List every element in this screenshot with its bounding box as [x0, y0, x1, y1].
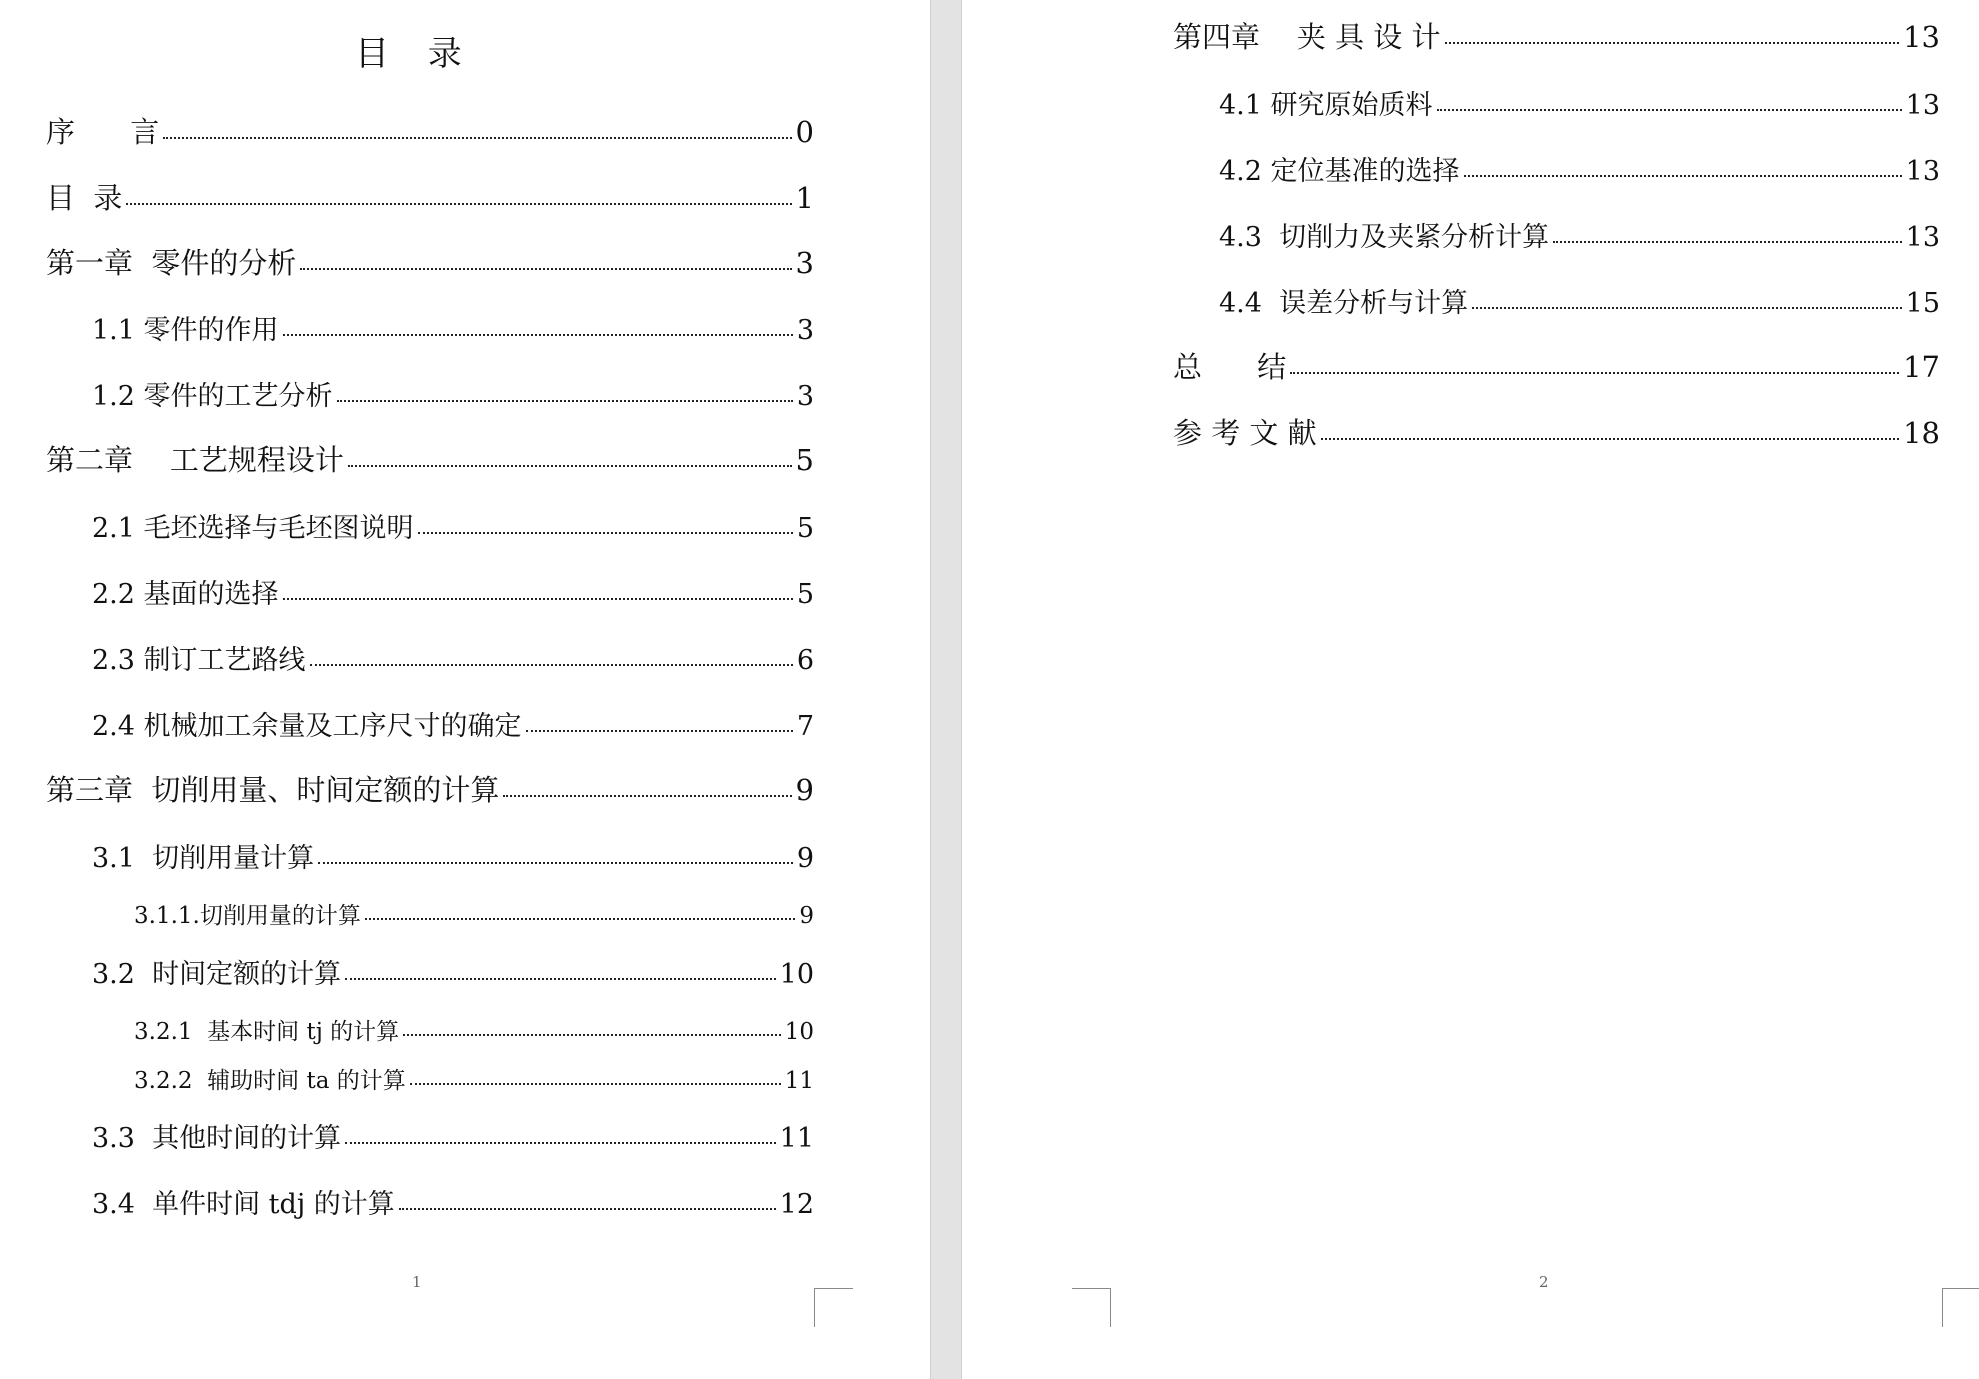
toc-entry-label: 4.1 研究原始质料 — [1219, 90, 1433, 121]
toc-entry-page: 11 — [784, 1068, 814, 1094]
toc-entry-page: 0 — [795, 115, 814, 149]
toc-leader — [300, 268, 791, 270]
toc-entry-page: 13 — [1903, 20, 1940, 54]
toc-leader — [1445, 42, 1900, 44]
toc-entry[interactable] — [1173, 345, 1940, 386]
toc-entry-label: 3.1 切削用量计算 — [92, 843, 315, 874]
crop-mark — [1072, 0, 1110, 2]
toc-entry[interactable] — [46, 176, 814, 217]
crop-mark — [1072, 1288, 1111, 1327]
toc-title: 目 录 — [355, 34, 476, 74]
toc-entry-label: 序 言 — [46, 115, 160, 149]
page-number-footer: 1 — [412, 1273, 422, 1291]
document-page-2 — [962, 0, 1979, 1379]
toc-leader — [399, 1208, 776, 1210]
toc-entry-label: 1.1 零件的作用 — [92, 315, 279, 346]
toc-entry-page: 5 — [795, 443, 814, 477]
toc-leader — [1321, 438, 1899, 440]
toc-leader — [403, 1034, 781, 1036]
toc-entry[interactable] — [1173, 411, 1940, 452]
toc-entry[interactable] — [92, 704, 814, 743]
toc-leader — [318, 862, 793, 864]
toc-leader — [283, 598, 793, 600]
toc-entry-label: 目 录 — [46, 181, 123, 215]
toc-entry[interactable] — [92, 638, 814, 677]
toc-entry-page: 3 — [796, 381, 814, 412]
toc-entry-label: 第一章 零件的分析 — [46, 246, 297, 280]
toc-entry[interactable] — [92, 572, 814, 611]
toc-entry-label: 4.3 切削力及夹紧分析计算 — [1219, 222, 1550, 253]
page-edge — [930, 0, 931, 1379]
toc-entry[interactable] — [46, 110, 814, 151]
toc-entry-page: 5 — [796, 579, 814, 610]
toc-entry[interactable] — [92, 308, 814, 347]
toc-leader — [365, 918, 796, 920]
toc-entry[interactable] — [46, 438, 814, 479]
toc-entry-page: 13 — [1905, 222, 1940, 253]
toc-entry-page: 5 — [796, 513, 814, 544]
toc-entry[interactable] — [1219, 83, 1940, 122]
toc-entry[interactable] — [46, 241, 814, 282]
toc-entry-label: 3.2.1 基本时间 tj 的计算 — [134, 1019, 400, 1045]
toc-entry-page: 11 — [779, 1123, 814, 1154]
toc-leader — [163, 137, 791, 139]
toc-entry[interactable] — [92, 506, 814, 545]
toc-entry-label: 2.1 毛坯选择与毛坯图说明 — [92, 513, 414, 544]
toc-leader — [283, 334, 793, 336]
crop-mark — [1942, 1288, 1979, 1327]
toc-entry-label: 参 考 文 献 — [1173, 416, 1317, 450]
toc-entry-page: 17 — [1903, 350, 1940, 384]
toc-leader — [345, 1142, 776, 1144]
toc-leader — [1290, 372, 1899, 374]
toc-entry-label: 3.3 其他时间的计算 — [92, 1123, 342, 1154]
toc-entry[interactable] — [1219, 215, 1940, 254]
toc-entry-page: 15 — [1905, 288, 1940, 319]
toc-entry-label: 第三章 切削用量、时间定额的计算 — [46, 773, 500, 807]
toc-leader — [526, 730, 793, 732]
toc-leader — [1472, 307, 1902, 309]
toc-entry[interactable] — [46, 768, 814, 809]
toc-leader — [345, 978, 776, 980]
toc-entry-page: 3 — [795, 246, 814, 280]
toc-entry-page: 1 — [795, 181, 814, 215]
toc-entry-label: 1.2 零件的工艺分析 — [92, 381, 333, 412]
toc-leader — [410, 1083, 781, 1085]
page-number-footer: 2 — [1539, 1273, 1549, 1291]
toc-entry-page: 10 — [779, 959, 814, 990]
toc-leader — [503, 795, 791, 797]
toc-entry-label: 第二章 工艺规程设计 — [46, 443, 344, 477]
toc-entry[interactable] — [134, 1062, 814, 1095]
toc-entry-page: 9 — [799, 903, 814, 929]
toc-entry-label: 3.4 单件时间 tdj 的计算 — [92, 1189, 395, 1220]
toc-entry[interactable] — [1219, 281, 1940, 320]
toc-entry[interactable] — [134, 897, 814, 930]
toc-entry-label: 2.2 基面的选择 — [92, 579, 279, 610]
toc-entry-label: 3.2 时间定额的计算 — [92, 959, 342, 990]
toc-entry-label: 2.3 制订工艺路线 — [92, 645, 306, 676]
toc-entry-label: 3.1.1.切削用量的计算 — [134, 903, 361, 929]
toc-entry[interactable] — [1219, 149, 1940, 188]
toc-entry-page: 9 — [795, 773, 814, 807]
toc-leader — [1553, 241, 1902, 243]
toc-entry-page: 7 — [796, 711, 814, 742]
toc-leader — [310, 664, 793, 666]
toc-leader — [126, 203, 791, 205]
toc-entry-page: 13 — [1905, 90, 1940, 121]
toc-leader — [418, 532, 793, 534]
toc-entry-label: 4.2 定位基准的选择 — [1219, 156, 1460, 187]
toc-entry-label: 2.4 机械加工余量及工序尺寸的确定 — [92, 711, 522, 742]
toc-entry[interactable] — [92, 952, 814, 991]
toc-entry-page: 9 — [796, 843, 814, 874]
toc-entry[interactable] — [92, 836, 814, 875]
toc-entry[interactable] — [134, 1013, 814, 1046]
toc-leader — [348, 465, 792, 467]
toc-entry[interactable] — [92, 1116, 814, 1155]
toc-entry-page: 18 — [1903, 416, 1940, 450]
toc-entry-page: 10 — [784, 1019, 814, 1045]
toc-leader — [337, 400, 793, 402]
toc-entry-page: 12 — [779, 1189, 814, 1220]
toc-entry-label: 4.4 误差分析与计算 — [1219, 288, 1469, 319]
toc-entry-label: 3.2.2 辅助时间 ta 的计算 — [134, 1068, 406, 1094]
toc-entry[interactable] — [92, 374, 814, 413]
crop-mark — [814, 0, 852, 2]
toc-leader — [1464, 175, 1902, 177]
toc-entry[interactable] — [1173, 15, 1940, 56]
toc-entry-page: 6 — [796, 645, 814, 676]
crop-mark — [814, 1288, 853, 1327]
toc-leader — [1437, 109, 1902, 111]
toc-entry-label: 总 结 — [1173, 350, 1287, 384]
toc-entry[interactable] — [92, 1182, 814, 1221]
toc-entry-page: 3 — [796, 315, 814, 346]
toc-entry-label: 第四章 夹 具 设 计 — [1173, 20, 1441, 54]
page-gutter — [930, 0, 962, 1379]
toc-entry-page: 13 — [1905, 156, 1940, 187]
